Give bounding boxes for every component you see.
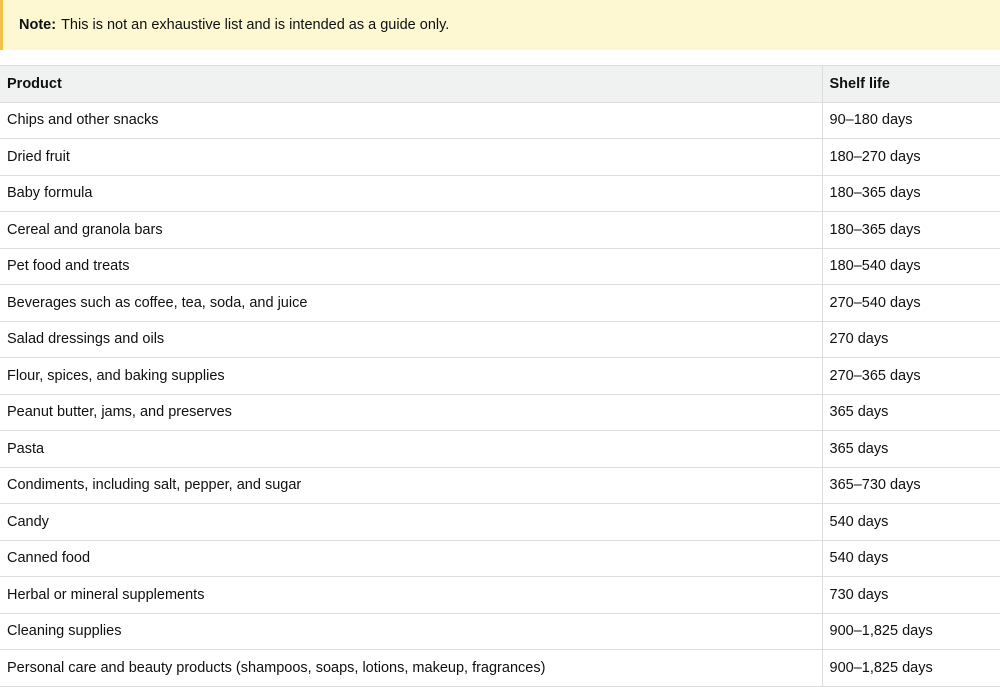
shelf-life-cell: 900–1,825 days: [822, 650, 1000, 687]
shelf-life-cell: 180–365 days: [822, 175, 1000, 212]
product-cell: Canned food: [0, 540, 822, 577]
shelf-life-cell: 540 days: [822, 540, 1000, 577]
shelf-life-cell: 270 days: [822, 321, 1000, 358]
shelf-life-cell: 90–180 days: [822, 102, 1000, 139]
column-header-product: Product: [0, 66, 822, 103]
table-row: [0, 650, 1000, 687]
table-row: [0, 504, 1000, 541]
product-cell: Herbal or mineral supplements: [0, 577, 822, 614]
note-label: Note:: [19, 17, 57, 33]
product-cell: Dried fruit: [0, 139, 822, 176]
product-cell: Salad dressings and oils: [0, 321, 822, 358]
shelf-life-cell: 365–730 days: [822, 467, 1000, 504]
table-row: [0, 321, 1000, 358]
shelf-life-cell: 180–270 days: [822, 139, 1000, 176]
product-cell: Candy: [0, 504, 822, 541]
product-cell: Cleaning supplies: [0, 613, 822, 650]
product-cell: Condiments, including salt, pepper, and sugar: [0, 467, 822, 504]
table-row: [0, 431, 1000, 468]
table-row: [0, 613, 1000, 650]
table-row: [0, 540, 1000, 577]
table-row: [0, 394, 1000, 431]
product-cell: Chips and other snacks: [0, 102, 822, 139]
note-text: This is not an exhaustive list and is intended as a guide only.: [61, 17, 450, 33]
table-row: [0, 212, 1000, 249]
product-cell: Flour, spices, and baking supplies: [0, 358, 822, 395]
column-header-shelf-life: Shelf life: [822, 66, 1000, 103]
product-cell: Personal care and beauty products (shampoos, soaps, lotions, makeup, fragrances): [0, 650, 822, 687]
shelf-life-cell: 900–1,825 days: [822, 613, 1000, 650]
shelf-life-cell: 180–365 days: [822, 212, 1000, 249]
shelf-life-cell: 730 days: [822, 577, 1000, 614]
shelf-life-cell: 270–540 days: [822, 285, 1000, 322]
product-cell: Cereal and granola bars: [0, 212, 822, 249]
table-row: [0, 467, 1000, 504]
product-cell: Peanut butter, jams, and preserves: [0, 394, 822, 431]
product-cell: Pet food and treats: [0, 248, 822, 285]
shelf-life-cell: 270–365 days: [822, 358, 1000, 395]
table-row: [0, 102, 1000, 139]
shelf-life-cell: 180–540 days: [822, 248, 1000, 285]
table-row: [0, 577, 1000, 614]
table-row: [0, 139, 1000, 176]
product-cell: Baby formula: [0, 175, 822, 212]
table-row: [0, 175, 1000, 212]
shelf-life-cell: 365 days: [822, 431, 1000, 468]
product-cell: Beverages such as coffee, tea, soda, and juice: [0, 285, 822, 322]
product-cell: Pasta: [0, 431, 822, 468]
table-row: [0, 248, 1000, 285]
shelf-life-table: [0, 65, 1000, 687]
table-row: [0, 285, 1000, 322]
shelf-life-cell: 540 days: [822, 504, 1000, 541]
table-header-row: [0, 66, 1000, 103]
note-box: [0, 0, 1000, 50]
shelf-life-cell: 365 days: [822, 394, 1000, 431]
table-row: [0, 358, 1000, 395]
